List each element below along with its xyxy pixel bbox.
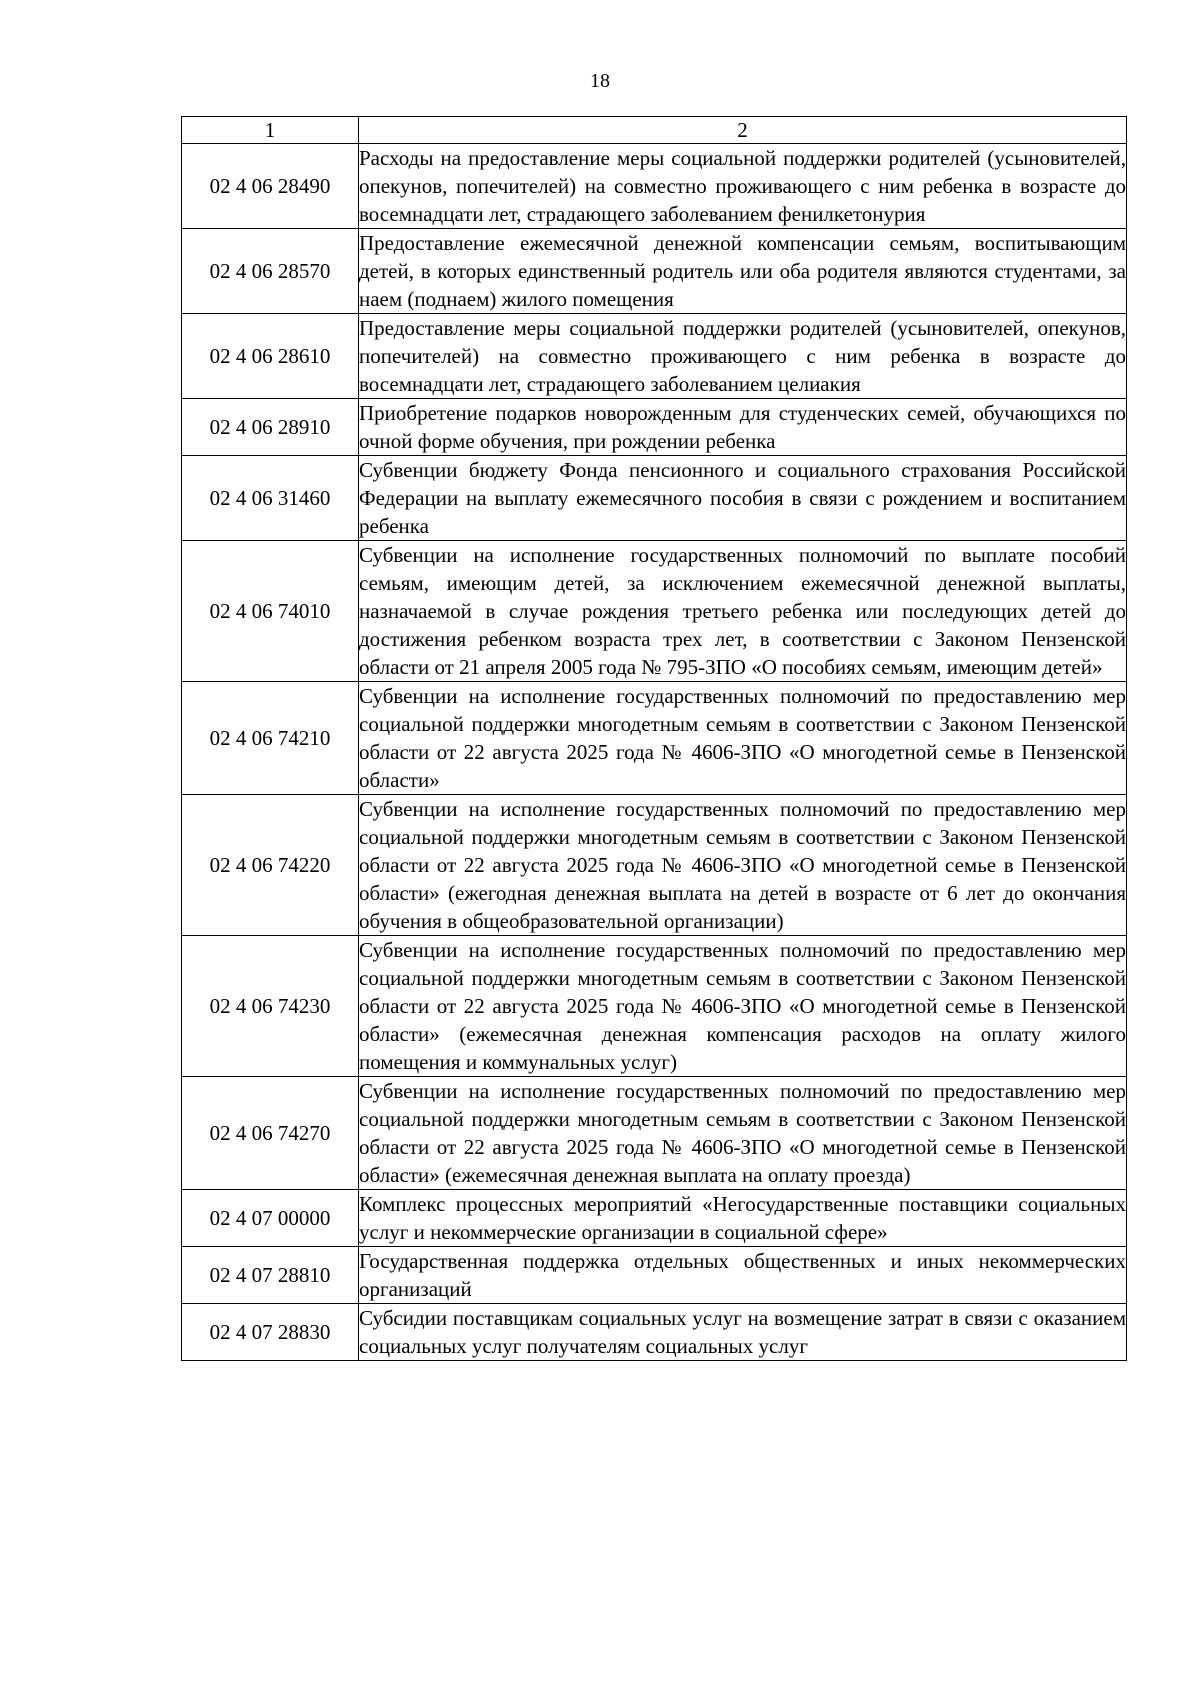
table-row (182, 1304, 1127, 1361)
table-row (182, 399, 1127, 456)
row-description: Комплекс процессных мероприятий «Негосударственные поставщики социальных услуг и некоммерческие организации в социальной сфере» (359, 1190, 1127, 1247)
row-code: 02 4 06 74220 (182, 795, 359, 936)
row-code: 02 4 06 74210 (182, 682, 359, 795)
column-header-code: 1 (182, 117, 359, 144)
row-code: 02 4 06 74230 (182, 936, 359, 1077)
table-row (182, 456, 1127, 541)
row-description: Государственная поддержка отдельных общественных и иных некоммерческих организаций (359, 1247, 1127, 1304)
row-description: Предоставление меры социальной поддержки родителей (усыновителей, опекунов, попечителей) на совместно проживающего с ним ребенка в возрасте до восемнадцати лет, страдающего заболеванием целиакия (359, 314, 1127, 399)
row-code: 02 4 06 74010 (182, 541, 359, 682)
row-description: Субвенции на исполнение государственных полномочий по предоставлению мер социальной поддержки многодетным семьям в соответствии с Законом Пензенской области от 22 августа 2025 года № 4606-ЗПО «О многодетной семье в Пензенской области» (359, 682, 1127, 795)
table-row (182, 936, 1127, 1077)
table-row (182, 229, 1127, 314)
table-row (182, 314, 1127, 399)
row-description: Субвенции на исполнение государственных полномочий по предоставлению мер социальной поддержки многодетным семьям в соответствии с Законом Пензенской области от 22 августа 2025 года № 4606-ЗПО «О многодетной семье в Пензенской области» (ежемесячная денежная выплата на оплату проезда) (359, 1077, 1127, 1190)
row-code: 02 4 06 31460 (182, 456, 359, 541)
table-header-row (182, 117, 1127, 144)
table-row (182, 1190, 1127, 1247)
row-code: 02 4 06 74270 (182, 1077, 359, 1190)
budget-codes-table (181, 116, 1127, 1361)
table-row (182, 795, 1127, 936)
row-code: 02 4 07 00000 (182, 1190, 359, 1247)
row-description: Расходы на предоставление меры социальной поддержки родителей (усыновителей, опекунов, попечителей) на совместно проживающего с ним ребенка в возрасте до восемнадцати лет, страдающего заболеванием фенилкетонурия (359, 144, 1127, 229)
column-header-description: 2 (359, 117, 1127, 144)
row-description: Предоставление ежемесячной денежной компенсации семьям, воспитывающим детей, в которых единственный родитель или оба родителя являются студентами, за наем (поднаем) жилого помещения (359, 229, 1127, 314)
table-row (182, 1077, 1127, 1190)
table-row (182, 1247, 1127, 1304)
table-row (182, 682, 1127, 795)
table-row (182, 144, 1127, 229)
row-code: 02 4 07 28810 (182, 1247, 359, 1304)
page-number: 18 (590, 70, 610, 92)
row-description: Субвенции на исполнение государственных полномочий по предоставлению мер социальной поддержки многодетным семьям в соответствии с Законом Пензенской области от 22 августа 2025 года № 4606-ЗПО «О многодетной семье в Пензенской области» (ежегодная денежная выплата на детей в возрасте от 6 лет до окончания обучения в общеобразовательной организации) (359, 795, 1127, 936)
row-code: 02 4 06 28910 (182, 399, 359, 456)
row-code: 02 4 06 28610 (182, 314, 359, 399)
row-code: 02 4 07 28830 (182, 1304, 359, 1361)
row-code: 02 4 06 28570 (182, 229, 359, 314)
row-description: Субсидии поставщикам социальных услуг на возмещение затрат в связи с оказанием социальных услуг получателям социальных услуг (359, 1304, 1127, 1361)
table-row (182, 541, 1127, 682)
row-code: 02 4 06 28490 (182, 144, 359, 229)
row-description: Субвенции на исполнение государственных полномочий по выплате пособий семьям, имеющим детей, за исключением ежемесячной денежной выплаты, назначаемой в случае рождения третьего ребенка или последующих детей до достижения ребенком возраста трех лет, в соответствии с Законом Пензенской области от 21 апреля 2005 года № 795-ЗПО «О пособиях семьям, имеющим детей» (359, 541, 1127, 682)
row-description: Субвенции бюджету Фонда пенсионного и социального страхования Российской Федерации на выплату ежемесячного пособия в связи с рождением и воспитанием ребенка (359, 456, 1127, 541)
row-description: Субвенции на исполнение государственных полномочий по предоставлению мер социальной поддержки многодетным семьям в соответствии с Законом Пензенской области от 22 августа 2025 года № 4606-ЗПО «О многодетной семье в Пензенской области» (ежемесячная денежная компенсация расходов на оплату жилого помещения и коммунальных услуг) (359, 936, 1127, 1077)
row-description: Приобретение подарков новорожденным для студенческих семей, обучающихся по очной форме обучения, при рождении ребенка (359, 399, 1127, 456)
